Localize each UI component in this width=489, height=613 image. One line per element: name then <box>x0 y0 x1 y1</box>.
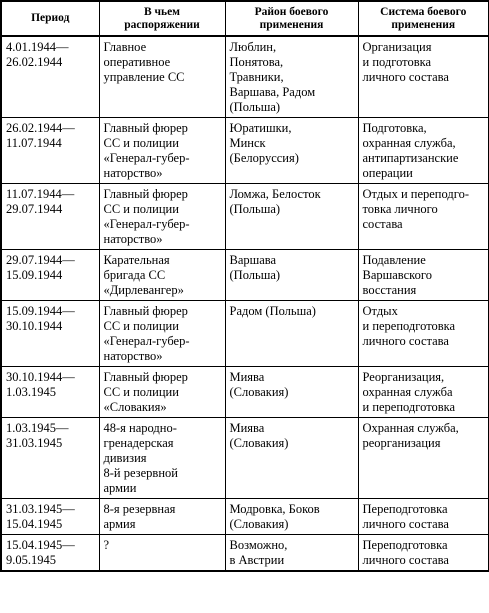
cell-text-line: армии <box>103 481 137 495</box>
cell-text-line: (Польша) <box>229 100 281 114</box>
system-cell <box>358 301 489 367</box>
period-cell <box>1 535 99 572</box>
cell-text-line: наторство» <box>103 349 163 363</box>
cell-text-line: 15.04.1945— <box>6 538 75 552</box>
cell-text-line: наторство» <box>103 166 163 180</box>
cell-text-line: 11.07.1944— <box>6 187 75 201</box>
header-text-line: применения <box>391 18 456 31</box>
cell-text-line: Минск <box>229 136 266 150</box>
cell-text-line: 30.10.1944 <box>6 319 63 333</box>
cell-text-line: СС и полиции <box>103 385 179 399</box>
cell-text-line: Миява <box>229 370 265 384</box>
table-row <box>1 118 489 184</box>
cell-text-line: Варшава <box>229 253 277 267</box>
command-cell <box>99 367 225 418</box>
cell-text-line: 8-й резервной <box>103 466 178 480</box>
cell-text-line: 29.07.1944— <box>6 253 75 267</box>
cell-text-line: 15.09.1944 <box>6 268 63 282</box>
command-cell <box>99 499 225 535</box>
header-command <box>99 1 225 36</box>
table-row <box>1 418 489 499</box>
header-text-line: В чьем <box>143 5 181 18</box>
area-cell <box>225 36 358 118</box>
cell-text-line: товка личного <box>362 202 438 216</box>
cell-text-line: (Польша) <box>229 202 281 216</box>
cell-text-line: (Польша) <box>229 268 281 282</box>
cell-text-line: и переподготовка <box>362 400 456 414</box>
cell-text-line: Возможно, <box>229 538 288 552</box>
system-cell <box>358 535 489 572</box>
cell-text-line: 30.10.1944— <box>6 370 75 384</box>
cell-text-line: Юратишки, <box>229 121 292 135</box>
system-cell <box>358 499 489 535</box>
cell-text-line: бригада СС <box>103 268 166 282</box>
cell-text-line: Травники, <box>229 70 284 84</box>
period-cell <box>1 418 99 499</box>
area-cell <box>225 250 358 301</box>
cell-text-line: гренадерская <box>103 436 174 450</box>
cell-text-line: 4.01.1944— <box>6 40 69 54</box>
command-cell <box>99 250 225 301</box>
cell-text-line: оперативное <box>103 55 171 69</box>
cell-text-line: Модровка, Боков <box>229 502 320 516</box>
cell-text-line: 48-я народно- <box>103 421 177 435</box>
cell-text-line: СС и полиции <box>103 319 179 333</box>
header-text-line: распоряжении <box>124 18 200 31</box>
command-cell <box>99 184 225 250</box>
cell-text-line: «Дирлевангер» <box>103 283 184 297</box>
cell-text-line: Главное <box>103 40 147 54</box>
cell-text-line: Подавление <box>362 253 426 267</box>
system-cell <box>358 118 489 184</box>
table-header <box>1 1 489 36</box>
command-cell <box>99 36 225 118</box>
system-cell <box>358 36 489 118</box>
cell-text-line: и переподготовка <box>362 319 456 333</box>
area-cell <box>225 499 358 535</box>
cell-text-line: 26.02.1944— <box>6 121 75 135</box>
cell-text-line: 9.05.1945 <box>6 553 56 567</box>
cell-text-line: операции <box>362 166 413 180</box>
cell-text-line: антипартизанские <box>362 151 459 165</box>
command-cell <box>99 418 225 499</box>
cell-text-line: 15.09.1944— <box>6 304 75 318</box>
cell-text-line: Реорганизация, <box>362 370 445 384</box>
table-row <box>1 499 489 535</box>
period-cell <box>1 499 99 535</box>
cell-text-line: Варшава, Радом <box>229 85 316 99</box>
cell-text-line: Карательная <box>103 253 170 267</box>
cell-text-line: армия <box>103 517 136 531</box>
table-row <box>1 367 489 418</box>
header-period <box>1 1 99 36</box>
cell-text-line: Переподготовка <box>362 538 448 552</box>
period-cell <box>1 184 99 250</box>
cell-text-line: состава <box>362 217 403 231</box>
cell-text-line: Радом (Польша) <box>229 304 316 318</box>
header-text-line: Период <box>31 12 70 24</box>
cell-text-line: (Словакия) <box>229 436 289 450</box>
area-cell <box>225 301 358 367</box>
cell-text-line: Понятова, <box>229 55 284 69</box>
cell-text-line: Организация <box>362 40 432 54</box>
period-cell <box>1 250 99 301</box>
command-cell <box>99 301 225 367</box>
system-cell <box>358 367 489 418</box>
cell-text-line: 29.07.1944 <box>6 202 63 216</box>
cell-text-line: 8-я резервная <box>103 502 176 516</box>
cell-text-line: 1.03.1945— <box>6 421 69 435</box>
cell-text-line: охранная служба, <box>362 136 456 150</box>
cell-text-line: «Словакия» <box>103 400 167 414</box>
table-row <box>1 535 489 572</box>
cell-text-line: 26.02.1944 <box>6 55 63 69</box>
area-cell <box>225 367 358 418</box>
cell-text-line: (Словакия) <box>229 385 289 399</box>
header-text-line: Система боевого <box>380 5 467 18</box>
cell-text-line: Отдых и переподго- <box>362 187 469 201</box>
cell-text-line: Главный фюрер <box>103 187 188 201</box>
cell-text-line: 15.04.1945 <box>6 517 63 531</box>
period-cell <box>1 36 99 118</box>
cell-text-line: реорганизация <box>362 436 441 450</box>
cell-text-line: управление СС <box>103 70 185 84</box>
cell-text-line: дивизия <box>103 451 147 465</box>
period-cell <box>1 367 99 418</box>
period-cell <box>1 118 99 184</box>
cell-text-line: восстания <box>362 283 417 297</box>
cell-text-line: «Генерал-губер- <box>103 334 190 348</box>
cell-text-line: Миява <box>229 421 265 435</box>
header-row <box>1 1 489 36</box>
cell-text-line: Переподготовка <box>362 502 448 516</box>
cell-text-line: и подготовка <box>362 55 432 69</box>
cell-text-line: (Белоруссия) <box>229 151 299 165</box>
table-row <box>1 301 489 367</box>
system-cell <box>358 184 489 250</box>
cell-text-line: СС и полиции <box>103 202 179 216</box>
cell-text-line: Ломжа, Белосток <box>229 187 321 201</box>
cell-text-line: ? <box>103 538 110 552</box>
cell-text-line: охранная служба <box>362 385 453 399</box>
area-cell <box>225 118 358 184</box>
system-cell <box>358 418 489 499</box>
table-row <box>1 184 489 250</box>
table-body <box>1 36 489 571</box>
area-cell <box>225 184 358 250</box>
area-cell <box>225 535 358 572</box>
cell-text-line: Главный фюрер <box>103 370 188 384</box>
command-cell <box>99 535 225 572</box>
cell-text-line: 31.03.1945— <box>6 502 75 516</box>
cell-text-line: наторство» <box>103 232 163 246</box>
cell-text-line: «Генерал-губер- <box>103 217 190 231</box>
command-cell <box>99 118 225 184</box>
cell-text-line: 1.03.1945 <box>6 385 56 399</box>
cell-text-line: личного состава <box>362 517 449 531</box>
header-system <box>358 1 489 36</box>
period-cell <box>1 301 99 367</box>
table-row <box>1 36 489 118</box>
cell-text-line: Отдых <box>362 304 398 318</box>
cell-text-line: СС и полиции <box>103 136 179 150</box>
cell-text-line: Главный фюрер <box>103 304 188 318</box>
cell-text-line: Люблин, <box>229 40 277 54</box>
system-cell <box>358 250 489 301</box>
cell-text-line: 11.07.1944 <box>6 136 62 150</box>
header-text-line: Район боевого <box>254 5 329 18</box>
area-cell <box>225 418 358 499</box>
cell-text-line: личного состава <box>362 70 449 84</box>
cell-text-line: Охранная служба, <box>362 421 459 435</box>
cell-text-line: 31.03.1945 <box>6 436 63 450</box>
cell-text-line: (Словакия) <box>229 517 289 531</box>
header-area <box>225 1 358 36</box>
cell-text-line: Главный фюрер <box>103 121 188 135</box>
cell-text-line: «Генерал-губер- <box>103 151 190 165</box>
cell-text-line: Подготовка, <box>362 121 427 135</box>
table-row <box>1 250 489 301</box>
cell-text-line: личного состава <box>362 553 449 567</box>
cell-text-line: в Австрии <box>229 553 285 567</box>
cell-text-line: Варшавского <box>362 268 432 282</box>
header-text-line: применения <box>259 18 324 31</box>
cell-text-line: личного состава <box>362 334 449 348</box>
